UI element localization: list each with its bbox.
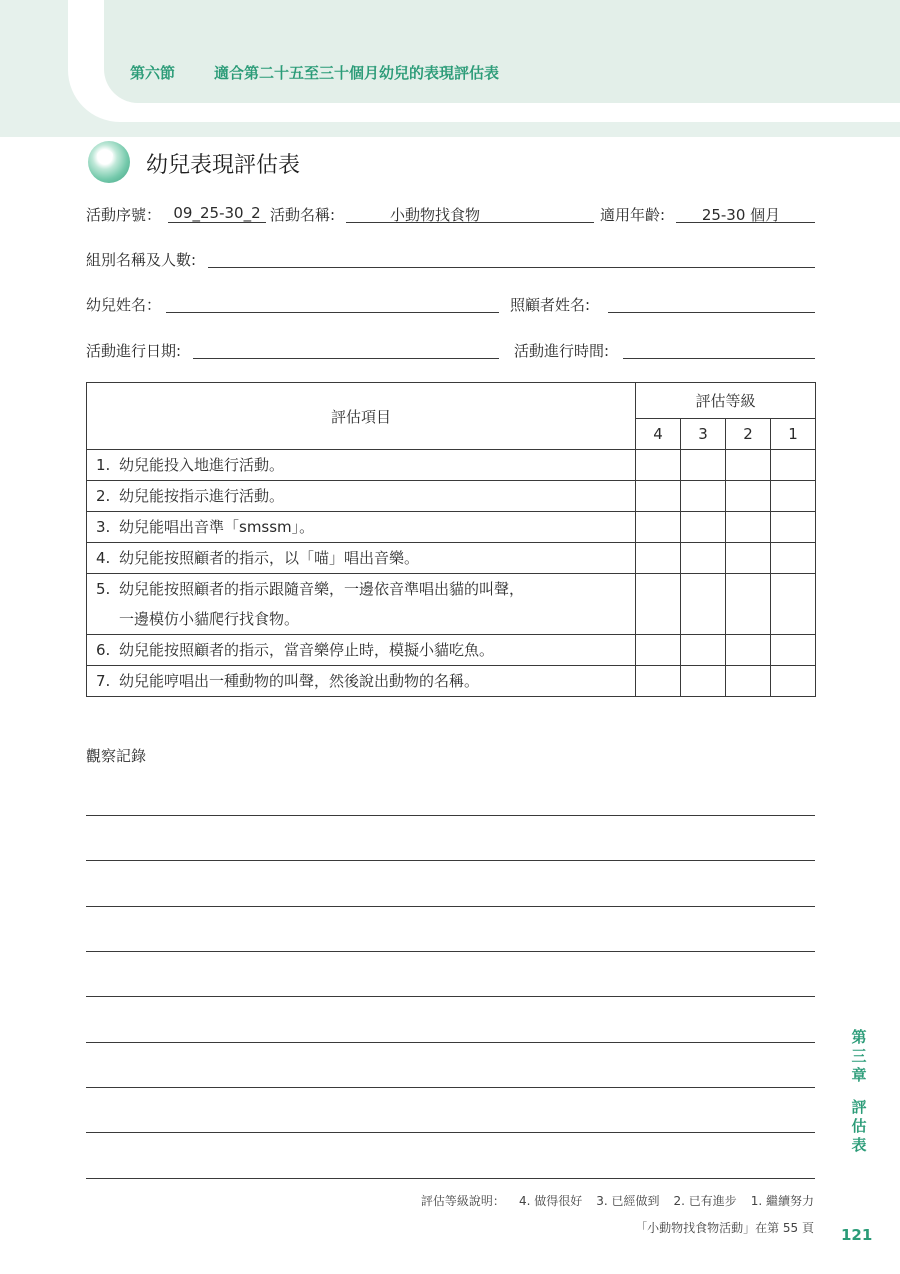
grade-cell-4[interactable] xyxy=(636,635,681,666)
observation-line[interactable] xyxy=(86,1178,815,1179)
level-header-3: 3 xyxy=(681,419,726,450)
age-value: 25-30 個月 xyxy=(701,206,781,224)
activity-name-label: 活動名稱: xyxy=(270,206,336,224)
carer-name-line[interactable] xyxy=(608,312,815,313)
table-row xyxy=(87,543,816,574)
child-name-label: 幼兒姓名： xyxy=(86,296,162,314)
grade-cell-4[interactable] xyxy=(636,481,681,512)
activity-no-line xyxy=(168,222,266,223)
table-row xyxy=(87,635,816,666)
grade-cell-2[interactable] xyxy=(726,666,771,697)
grade-cell-4[interactable] xyxy=(636,574,681,635)
grade-cell-1[interactable] xyxy=(771,450,816,481)
grade-legend xyxy=(421,1192,814,1209)
activity-name-line xyxy=(346,222,594,223)
grade-cell-4[interactable] xyxy=(636,450,681,481)
grade-cell-1[interactable] xyxy=(771,481,816,512)
grade-cell-4[interactable] xyxy=(636,543,681,574)
page-title: 幼兒表現評估表 xyxy=(146,153,301,178)
legend-item: 3. 已經做到 xyxy=(596,1194,660,1208)
legend-item: 4. 做得很好 xyxy=(518,1194,583,1208)
activity-no-label: 活動序號： xyxy=(86,206,162,224)
observation-line[interactable] xyxy=(86,996,815,997)
section-title: 適合第二十五至三十個月幼兒的表現評估表 xyxy=(214,64,500,82)
group-label: 組別名稱及人數: xyxy=(86,251,197,269)
grade-cell-2[interactable] xyxy=(726,481,771,512)
item-number: 5. xyxy=(96,580,111,598)
grade-cell-2[interactable] xyxy=(726,512,771,543)
observation-line[interactable] xyxy=(86,1042,815,1043)
item-cell xyxy=(87,543,636,574)
grade-header: 評估等級 xyxy=(636,383,816,419)
grade-cell-1[interactable] xyxy=(771,512,816,543)
legend-label: 評估等級說明： xyxy=(420,1194,505,1208)
legend-item: 2. 已有進步 xyxy=(673,1194,737,1208)
observation-line[interactable] xyxy=(86,1087,815,1088)
item-text: 幼兒能按照顧者的指示，以「喵」唱出音樂。 xyxy=(119,549,420,567)
date-label: 活動進行日期: xyxy=(86,342,182,360)
item-text: 幼兒能投入地進行活動。 xyxy=(119,456,285,474)
observation-line[interactable] xyxy=(86,1132,815,1133)
bubble-shine xyxy=(97,150,113,160)
side-chapter-label: 第三章 xyxy=(851,1028,867,1084)
grade-cell-1[interactable] xyxy=(771,635,816,666)
legend-item: 1. 繼續努力 xyxy=(750,1194,814,1208)
grade-cell-4[interactable] xyxy=(636,666,681,697)
item-cell xyxy=(87,450,636,481)
table-row xyxy=(87,481,816,512)
section-label: 第六節 xyxy=(130,64,176,82)
level-header-1: 1 xyxy=(771,419,816,450)
activity-reference: 「小動物找食物活動」在第 55 頁 xyxy=(635,1221,814,1235)
grade-cell-3[interactable] xyxy=(681,450,726,481)
activity-no-value: 09_25-30_2 xyxy=(173,204,261,222)
table-row xyxy=(87,574,816,635)
grade-cell-3[interactable] xyxy=(681,543,726,574)
item-cell xyxy=(87,666,636,697)
bubble-icon xyxy=(88,141,130,183)
item-number: 4. xyxy=(96,549,111,567)
grade-cell-3[interactable] xyxy=(681,635,726,666)
group-line[interactable] xyxy=(208,267,815,268)
observation-label: 觀察記錄 xyxy=(86,747,147,765)
item-text: 幼兒能唱出音準「smssm」。 xyxy=(119,518,315,536)
item-text: 幼兒能按照顧者的指示跟隨音樂，一邊依音準唱出貓的叫聲， xyxy=(119,580,525,598)
grade-cell-1[interactable] xyxy=(771,574,816,635)
item-cell xyxy=(87,635,636,666)
item-number: 2. xyxy=(96,487,111,505)
page-number: 121 xyxy=(841,1226,873,1244)
item-cell xyxy=(87,512,636,543)
grade-cell-3[interactable] xyxy=(681,574,726,635)
grade-cell-1[interactable] xyxy=(771,543,816,574)
table-row xyxy=(87,666,816,697)
item-text: 幼兒能按指示進行活動。 xyxy=(119,487,285,505)
observation-line[interactable] xyxy=(86,951,815,952)
item-cell xyxy=(87,481,636,512)
observation-line[interactable] xyxy=(86,860,815,861)
item-text: 幼兒能哼唱出一種動物的叫聲，然後說出動物的名稱。 xyxy=(119,672,480,690)
table-row xyxy=(87,450,816,481)
observation-line[interactable] xyxy=(86,906,815,907)
item-text: 幼兒能按照顧者的指示，當音樂停止時，模擬小貓吃魚。 xyxy=(119,641,495,659)
grade-cell-3[interactable] xyxy=(681,481,726,512)
item-number: 6. xyxy=(96,641,111,659)
carer-name-label: 照顧者姓名: xyxy=(510,296,591,314)
item-number: 7. xyxy=(96,672,111,690)
side-topic-label: 評估表 xyxy=(851,1098,867,1154)
grade-cell-3[interactable] xyxy=(681,666,726,697)
item-text-continued: 一邊模仿小貓爬行找食物。 xyxy=(119,610,300,628)
grade-cell-2[interactable] xyxy=(726,635,771,666)
grade-cell-3[interactable] xyxy=(681,512,726,543)
time-label: 活動進行時間: xyxy=(514,342,610,360)
table-row xyxy=(87,512,816,543)
grade-cell-2[interactable] xyxy=(726,543,771,574)
activity-name-value: 小動物找食物 xyxy=(389,206,480,224)
grade-cell-4[interactable] xyxy=(636,512,681,543)
grade-cell-1[interactable] xyxy=(771,666,816,697)
item-number: 3. xyxy=(96,518,111,536)
time-line[interactable] xyxy=(623,358,815,359)
item-number: 1. xyxy=(96,456,111,474)
date-line[interactable] xyxy=(193,358,499,359)
observation-line[interactable] xyxy=(86,815,815,816)
item-header: 評估項目 xyxy=(87,383,636,450)
grade-cell-2[interactable] xyxy=(726,450,771,481)
evaluation-table xyxy=(86,382,816,697)
grade-cell-2[interactable] xyxy=(726,574,771,635)
level-header-4: 4 xyxy=(636,419,681,450)
child-name-line[interactable] xyxy=(166,312,499,313)
header-card xyxy=(104,0,900,103)
item-cell xyxy=(87,574,636,635)
level-header-2: 2 xyxy=(726,419,771,450)
age-label: 適用年齡: xyxy=(600,206,666,224)
age-line xyxy=(676,222,815,223)
